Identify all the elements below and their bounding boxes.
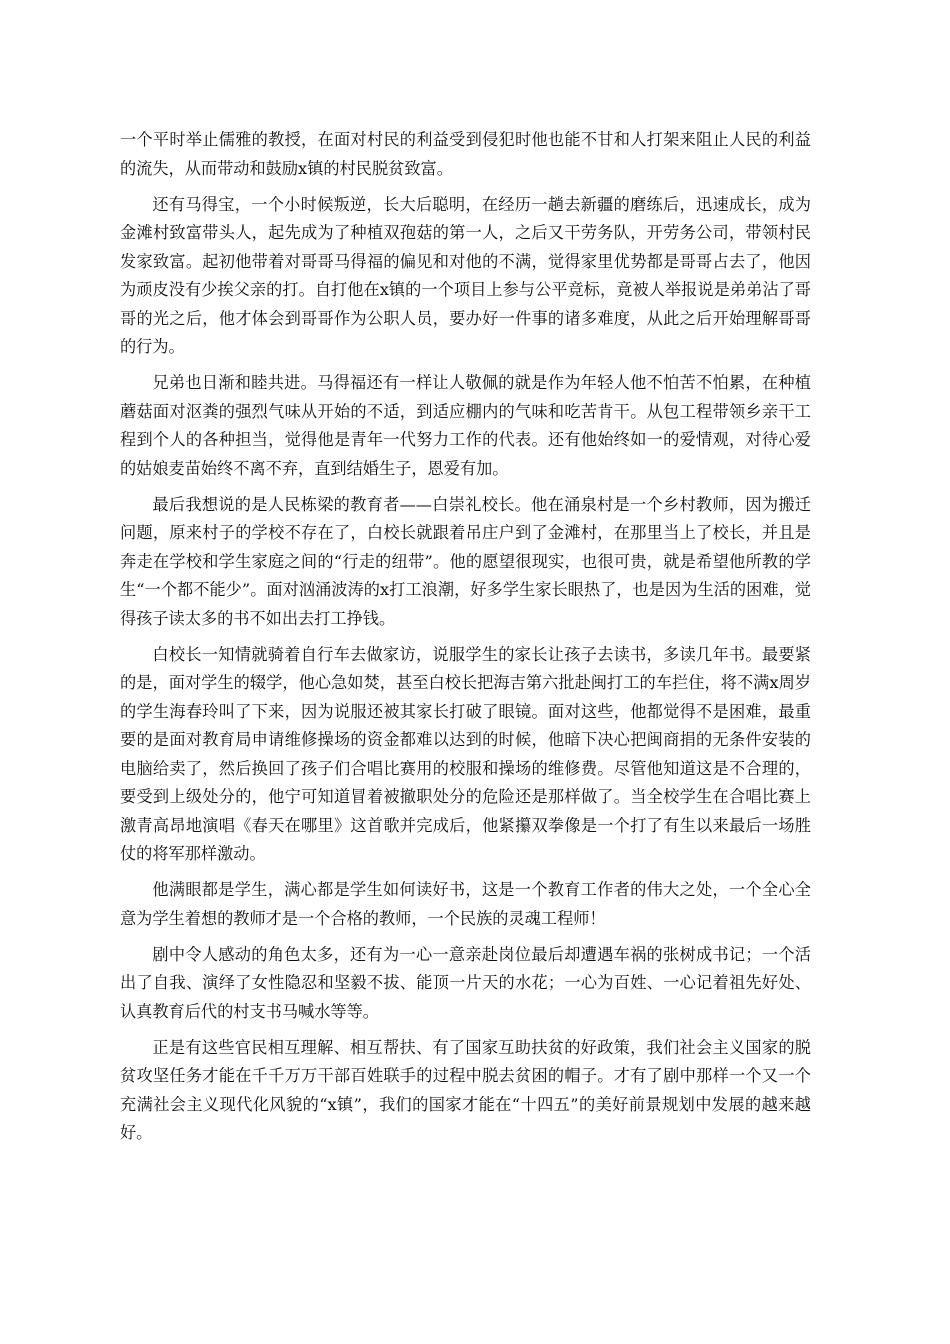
paragraph-2: 还有马得宝，一个小时候叛逆，长大后聪明，在经历一趟去新疆的磨练后，迅速成长，成为金滩村致富带头人，起先成为了种植双孢菇的第一人，之后又干劳务队，开劳务公司，带领村民发家致富。起初他带着对哥哥马得福的偏见和对他的不满，觉得家里优势都是哥哥占去了，他因为顽皮没有少挨父亲的打。自打他在x镇的一个项目上参与公平竞标，竟被人举报说是弟弟沾了哥哥的光之后，他才体会到哥哥作为公职人员，要办好一件事的诸多难度，从此之后开始理解哥哥的行为。 <box>120 194 811 356</box>
paragraph-5: 白校长一知情就骑着自行车去做家访，说服学生的家长让孩子去读书，多读几年书。最要紧的是，面对学生的辍学，他心急如焚，甚至白校长把海吉第六批赴闽打工的车拦住，将不满x周岁的学生海春玲叫了下来，因为说服还被其家长打破了眼镜。面对这些，他都觉得不是困难，最重要的是面对教育局申请维修操场的资金都难以达到的时候，他暗下决心把闽商捐的无条件安装的电脑给卖了，然后换回了孩子们合唱比赛用的校服和操场的维修费。尽管他知道这是不合理的，要受到上级处分的，他宁可知道冒着被撤职处分的危险还是那样做了。当全校学生在合唱比赛上激青高昂地演唱《春天在哪里》这首歌并完成后，他紧攥双拳像是一个打了有生以来最后一场胜仗的将军那样激动。 <box>120 644 811 863</box>
paragraph-8: 正是有这些官民相互理解、相互帮扶、有了国家互助扶贫的好政策，我们社会主义国家的脱贫攻坚任务才能在千千万万干部百姓联手的过程中脱去贫困的帽子。才有了剧中那样一个又一个充满社会主义现代化风貌的“x镇”，我们的国家才能在“十四五”的美好前景规划中发展的越来越好。 <box>120 1037 811 1142</box>
paragraph-3: 兄弟也日渐和睦共进。马得福还有一样让人敬佩的就是作为年轻人他不怕苦不怕累，在种植蘑菇面对沤粪的强烈气味从开始的不适，到适应棚内的气味和吃苦肯干。从包工程带领乡亲干工程到个人的各种担当，觉得他是青年一代努力工作的代表。还有他始终如一的爱情观，对待心爱的姑娘麦苗始终不离不弃，直到结婚生子，恩爱有加。 <box>120 373 811 478</box>
paragraph-7: 剧中令人感动的角色太多，还有为一心一意亲赴岗位最后却遭遇车祸的张树成书记；一个活出了自我、演绎了女性隐忍和坚毅不拔、能顶一片天的水花；一心为百姓、一心记着祖先好处、认真教育后代的村支书马喊水等等。 <box>120 944 811 1021</box>
paragraph-1: 一个平时举止儒雅的教授，在面对村民的利益受到侵犯时他也能不甘和人打架来阻止人民的利益的流失，从而带动和鼓励x镇的村民脱贫致富。 <box>120 130 811 178</box>
paragraph-6: 他满眼都是学生，满心都是学生如何读好书，这是一个教育工作者的伟大之处，一个全心全意为学生着想的教师才是一个合格的教师，一个民族的灵魂工程师！ <box>120 880 811 928</box>
document-body <box>120 126 811 1155</box>
paragraph-4: 最后我想说的是人民栋梁的教育者——白崇礼校长。他在涌泉村是一个乡村教师，因为搬迁问题，原来村子的学校不存在了，白校长就跟着吊庄户到了金滩村，在那里当上了校长，并且是奔走在学校和学生家庭之间的“行走的纽带”。他的愿望很现实，也很可贵，就是希望他所教的学生“一个都不能少”。面对汹涌波涛的x打工浪潮，好多学生家长眼热了，也是因为生活的困难，觉得孩子读太多的书不如出去打工挣钱。 <box>120 494 811 628</box>
